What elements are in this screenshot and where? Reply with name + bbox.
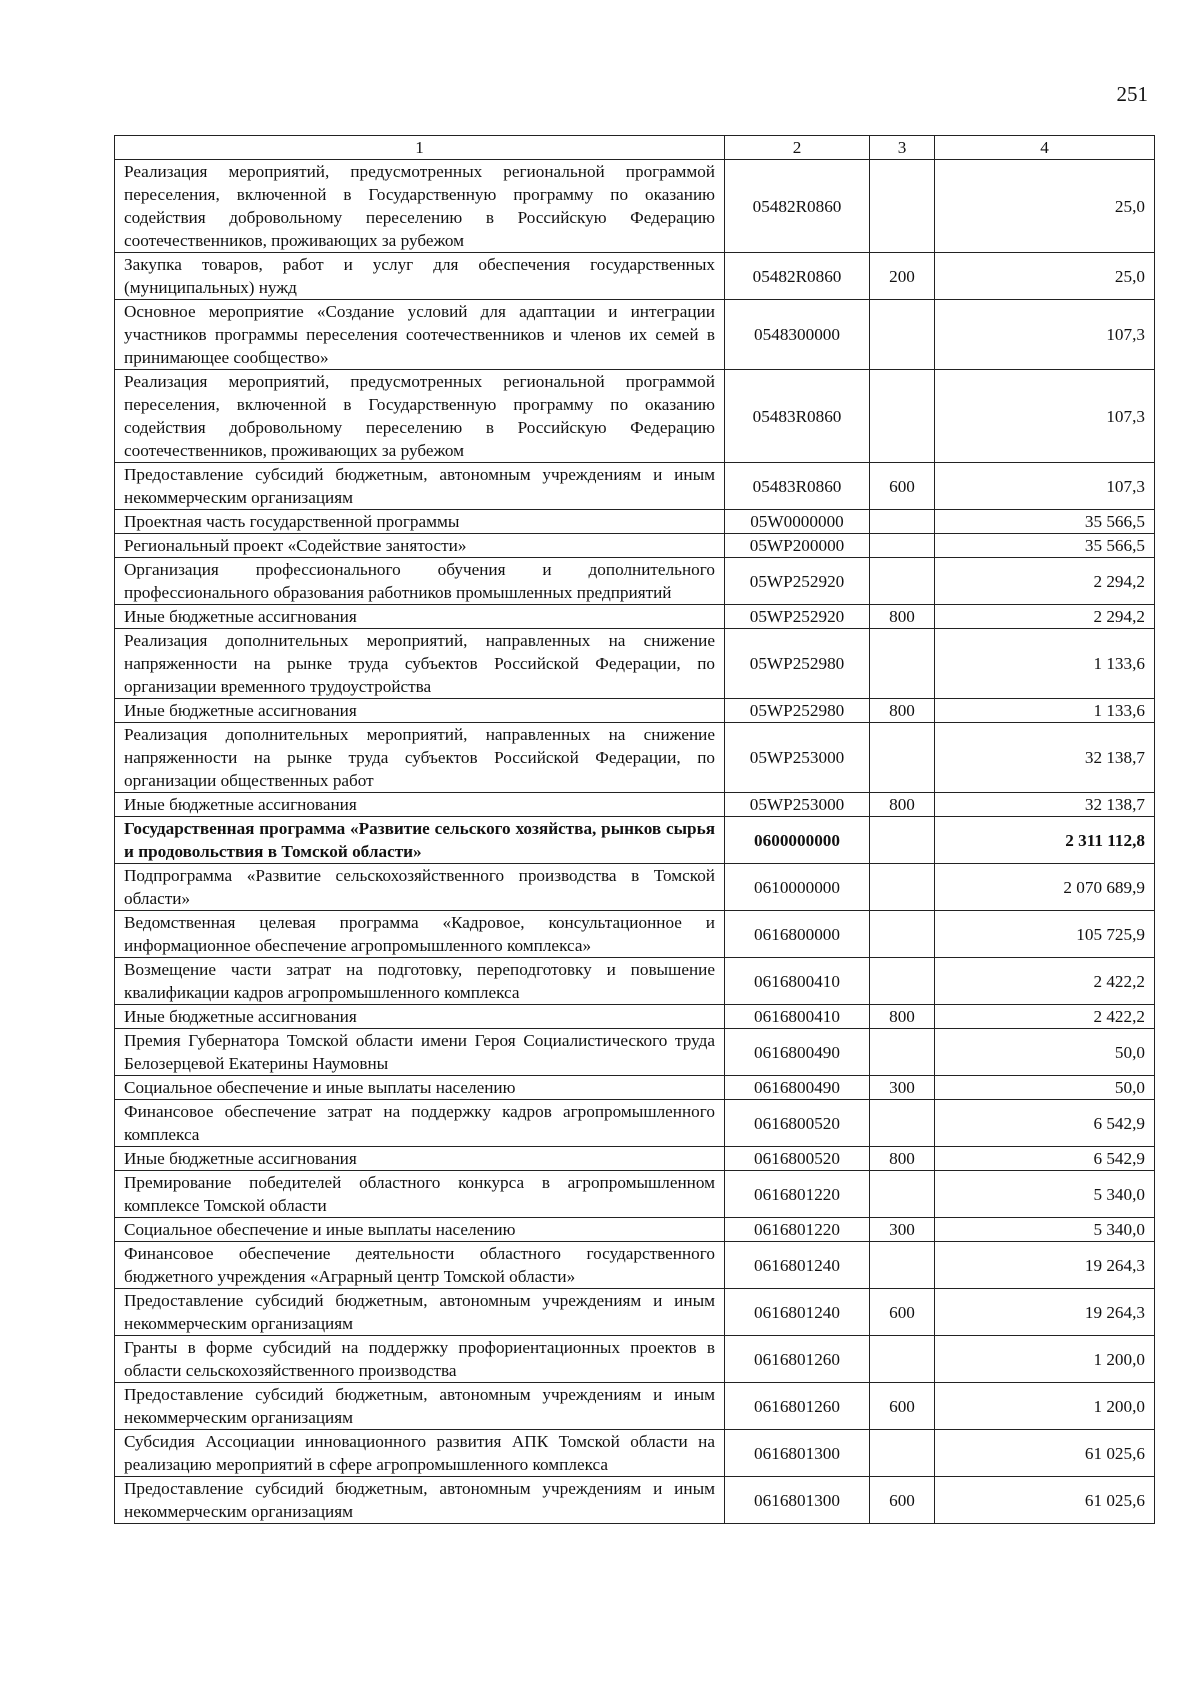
row-name-cell: Субсидия Ассоциации инновационного развития АПК Томской области на реализацию мероприятий в сфере агропромышленного комплекса (115, 1430, 725, 1477)
row-type-cell: 800 (870, 1147, 935, 1171)
row-amount-cell: 5 340,0 (935, 1171, 1155, 1218)
row-amount-cell: 19 264,3 (935, 1242, 1155, 1289)
table-row (115, 300, 1155, 370)
row-amount-cell: 2 070 689,9 (935, 864, 1155, 911)
row-amount-cell: 2 422,2 (935, 1005, 1155, 1029)
row-type-cell (870, 911, 935, 958)
row-amount-cell: 2 294,2 (935, 558, 1155, 605)
table-row (115, 510, 1155, 534)
row-type-cell (870, 1171, 935, 1218)
row-type-cell (870, 1242, 935, 1289)
row-name-cell: Премирование победителей областного конкурса в агропромышленном комплексе Томской области (115, 1171, 725, 1218)
header-cell: 2 (725, 136, 870, 160)
row-code-cell: 05482R0860 (725, 160, 870, 253)
row-name-cell: Государственная программа «Развитие сельского хозяйства, рынков сырья и продовольствия в Томской области» (115, 817, 725, 864)
row-code-cell: 0616801300 (725, 1477, 870, 1524)
row-code-cell: 0616800410 (725, 1005, 870, 1029)
table-row (115, 1029, 1155, 1076)
row-name-cell: Социальное обеспечение и иные выплаты населению (115, 1076, 725, 1100)
row-amount-cell: 35 566,5 (935, 534, 1155, 558)
row-name-cell: Предоставление субсидий бюджетным, автономным учреждениям и иным некоммерческим организациям (115, 463, 725, 510)
row-amount-cell: 1 200,0 (935, 1383, 1155, 1430)
row-amount-cell: 61 025,6 (935, 1477, 1155, 1524)
row-amount-cell: 1 200,0 (935, 1336, 1155, 1383)
row-name-cell: Предоставление субсидий бюджетным, автономным учреждениям и иным некоммерческим организациям (115, 1383, 725, 1430)
table-row (115, 1005, 1155, 1029)
table-row (115, 699, 1155, 723)
row-type-cell: 200 (870, 253, 935, 300)
row-type-cell (870, 534, 935, 558)
row-amount-cell: 2 311 112,8 (935, 817, 1155, 864)
row-amount-cell: 105 725,9 (935, 911, 1155, 958)
row-type-cell (870, 958, 935, 1005)
row-type-cell (870, 558, 935, 605)
row-type-cell (870, 370, 935, 463)
row-name-cell: Иные бюджетные ассигнования (115, 605, 725, 629)
row-name-cell: Премия Губернатора Томской области имени Героя Социалистического труда Белозерцевой Екатерины Наумовны (115, 1029, 725, 1076)
row-name-cell: Гранты в форме субсидий на поддержку профориентационных проектов в области сельскохозяйственного производства (115, 1336, 725, 1383)
row-code-cell: 0616800490 (725, 1029, 870, 1076)
row-code-cell: 05WP253000 (725, 793, 870, 817)
row-type-cell: 800 (870, 1005, 935, 1029)
row-type-cell: 600 (870, 1477, 935, 1524)
row-name-cell: Иные бюджетные ассигнования (115, 793, 725, 817)
row-amount-cell: 107,3 (935, 463, 1155, 510)
row-amount-cell: 107,3 (935, 370, 1155, 463)
row-amount-cell: 32 138,7 (935, 723, 1155, 793)
row-name-cell: Финансовое обеспечение затрат на поддержку кадров агропромышленного комплекса (115, 1100, 725, 1147)
table-row (115, 558, 1155, 605)
row-name-cell: Основное мероприятие «Создание условий для адаптации и интеграции участников программы переселения соотечественников и членов их семей в принимающее сообщество» (115, 300, 725, 370)
row-amount-cell: 50,0 (935, 1029, 1155, 1076)
row-code-cell: 05WP252980 (725, 699, 870, 723)
table-row (115, 1171, 1155, 1218)
budget-table-body (115, 136, 1155, 1524)
row-name-cell: Возмещение части затрат на подготовку, переподготовку и повышение квалификации кадров агропромышленного комплекса (115, 958, 725, 1005)
row-name-cell: Реализация дополнительных мероприятий, направленных на снижение напряженности на рынке труда субъектов Российской Федерации, по организации временного трудоустройства (115, 629, 725, 699)
row-name-cell: Иные бюджетные ассигнования (115, 699, 725, 723)
row-code-cell: 0616800410 (725, 958, 870, 1005)
table-row (115, 1336, 1155, 1383)
row-type-cell (870, 160, 935, 253)
header-cell: 4 (935, 136, 1155, 160)
table-header-row (115, 136, 1155, 160)
table-row (115, 817, 1155, 864)
table-row (115, 629, 1155, 699)
row-type-cell: 600 (870, 1289, 935, 1336)
row-type-cell: 800 (870, 605, 935, 629)
row-amount-cell: 25,0 (935, 253, 1155, 300)
row-code-cell: 0616801220 (725, 1171, 870, 1218)
row-code-cell: 0616800000 (725, 911, 870, 958)
row-amount-cell: 25,0 (935, 160, 1155, 253)
table-row (115, 911, 1155, 958)
row-type-cell (870, 1029, 935, 1076)
row-type-cell: 300 (870, 1076, 935, 1100)
table-row (115, 1100, 1155, 1147)
row-amount-cell: 35 566,5 (935, 510, 1155, 534)
row-code-cell: 0610000000 (725, 864, 870, 911)
row-code-cell: 0616800520 (725, 1100, 870, 1147)
table-row (115, 1242, 1155, 1289)
row-name-cell: Реализация дополнительных мероприятий, направленных на снижение напряженности на рынке труда субъектов Российской Федерации, по организации общественных работ (115, 723, 725, 793)
row-amount-cell: 32 138,7 (935, 793, 1155, 817)
row-code-cell: 05WP253000 (725, 723, 870, 793)
row-code-cell: 05WP252920 (725, 605, 870, 629)
row-code-cell: 05483R0860 (725, 463, 870, 510)
row-name-cell: Закупка товаров, работ и услуг для обеспечения государственных (муниципальных) нужд (115, 253, 725, 300)
row-name-cell: Реализация мероприятий, предусмотренных региональной программой переселения, включенной в Государственную программу по оказанию содействия добровольному переселению в Российскую Федерацию соотечественников, проживающих за рубежом (115, 160, 725, 253)
row-code-cell: 0616801260 (725, 1336, 870, 1383)
row-name-cell: Предоставление субсидий бюджетным, автономным учреждениям и иным некоммерческим организациям (115, 1289, 725, 1336)
table-row (115, 1383, 1155, 1430)
table-row (115, 370, 1155, 463)
row-type-cell: 600 (870, 463, 935, 510)
row-type-cell (870, 510, 935, 534)
row-name-cell: Проектная часть государственной программы (115, 510, 725, 534)
table-row (115, 723, 1155, 793)
row-type-cell: 800 (870, 699, 935, 723)
row-code-cell: 05W0000000 (725, 510, 870, 534)
row-type-cell: 800 (870, 793, 935, 817)
header-cell: 1 (115, 136, 725, 160)
table-row (115, 1430, 1155, 1477)
row-type-cell (870, 629, 935, 699)
table-row (115, 1477, 1155, 1524)
row-type-cell (870, 864, 935, 911)
row-name-cell: Финансовое обеспечение деятельности областного государственного бюджетного учреждения «Аграрный центр Томской области» (115, 1242, 725, 1289)
row-code-cell: 05483R0860 (725, 370, 870, 463)
row-amount-cell: 6 542,9 (935, 1147, 1155, 1171)
table-row (115, 1076, 1155, 1100)
table-row (115, 864, 1155, 911)
row-code-cell: 0616800490 (725, 1076, 870, 1100)
row-code-cell: 0616800520 (725, 1147, 870, 1171)
row-code-cell: 05482R0860 (725, 253, 870, 300)
header-cell: 3 (870, 136, 935, 160)
row-type-cell (870, 723, 935, 793)
row-code-cell: 0548300000 (725, 300, 870, 370)
row-name-cell: Реализация мероприятий, предусмотренных региональной программой переселения, включенной в Государственную программу по оказанию содействия добровольному переселению в Российскую Федерацию соотечественников, проживающих за рубежом (115, 370, 725, 463)
row-amount-cell: 6 542,9 (935, 1100, 1155, 1147)
page-number: 251 (1116, 82, 1148, 106)
table-row (115, 1289, 1155, 1336)
row-code-cell: 0616801300 (725, 1430, 870, 1477)
row-type-cell (870, 1336, 935, 1383)
row-code-cell: 05WP252980 (725, 629, 870, 699)
table-row (115, 463, 1155, 510)
row-amount-cell: 61 025,6 (935, 1430, 1155, 1477)
row-name-cell: Иные бюджетные ассигнования (115, 1147, 725, 1171)
row-amount-cell: 2 294,2 (935, 605, 1155, 629)
row-code-cell: 05WP252920 (725, 558, 870, 605)
table-row (115, 1147, 1155, 1171)
row-amount-cell: 19 264,3 (935, 1289, 1155, 1336)
row-type-cell (870, 1430, 935, 1477)
row-amount-cell: 107,3 (935, 300, 1155, 370)
row-type-cell (870, 1100, 935, 1147)
row-code-cell: 0616801260 (725, 1383, 870, 1430)
row-amount-cell: 50,0 (935, 1076, 1155, 1100)
row-name-cell: Предоставление субсидий бюджетным, автономным учреждениям и иным некоммерческим организациям (115, 1477, 725, 1524)
row-name-cell: Иные бюджетные ассигнования (115, 1005, 725, 1029)
row-name-cell: Социальное обеспечение и иные выплаты населению (115, 1218, 725, 1242)
row-amount-cell: 5 340,0 (935, 1218, 1155, 1242)
row-amount-cell: 1 133,6 (935, 699, 1155, 723)
row-code-cell: 0600000000 (725, 817, 870, 864)
row-name-cell: Ведомственная целевая программа «Кадровое, консультационное и информационное обеспечение агропромышленного комплекса» (115, 911, 725, 958)
table-row (115, 160, 1155, 253)
row-name-cell: Организация профессионального обучения и дополнительного профессионального образования работников промышленных предприятий (115, 558, 725, 605)
row-code-cell: 0616801240 (725, 1289, 870, 1336)
table-row (115, 1218, 1155, 1242)
budget-table (114, 135, 1155, 1524)
row-type-cell: 300 (870, 1218, 935, 1242)
row-type-cell (870, 817, 935, 864)
table-row (115, 253, 1155, 300)
row-type-cell (870, 300, 935, 370)
row-name-cell: Региональный проект «Содействие занятости» (115, 534, 725, 558)
row-code-cell: 0616801240 (725, 1242, 870, 1289)
row-type-cell: 600 (870, 1383, 935, 1430)
table-row (115, 605, 1155, 629)
row-amount-cell: 1 133,6 (935, 629, 1155, 699)
row-code-cell: 05WP200000 (725, 534, 870, 558)
row-name-cell: Подпрограмма «Развитие сельскохозяйственного производства в Томской области» (115, 864, 725, 911)
row-amount-cell: 2 422,2 (935, 958, 1155, 1005)
row-code-cell: 0616801220 (725, 1218, 870, 1242)
table-row (115, 958, 1155, 1005)
table-row (115, 534, 1155, 558)
table-row (115, 793, 1155, 817)
